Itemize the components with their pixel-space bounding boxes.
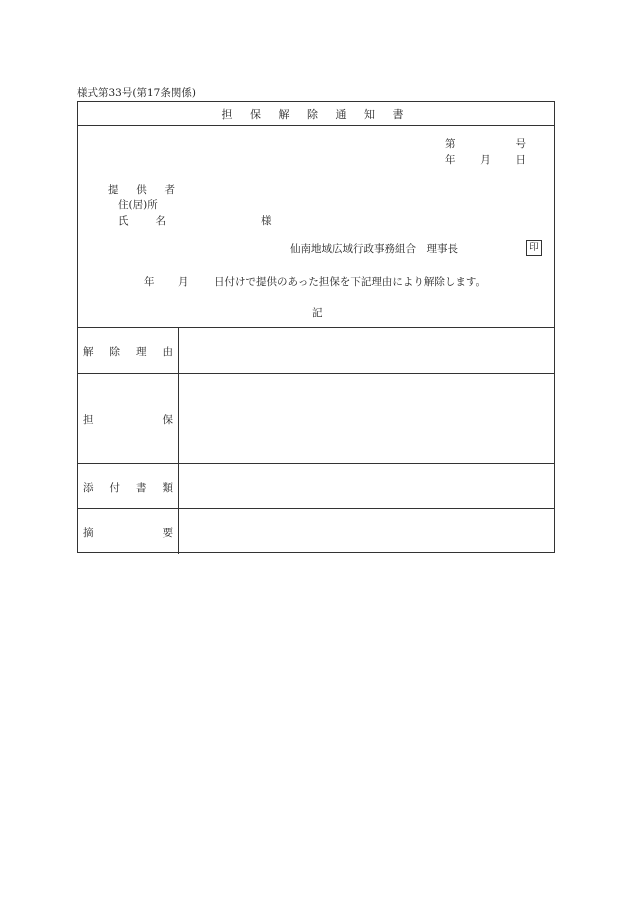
date-year: 年: [445, 154, 456, 166]
row-divider: [78, 463, 554, 464]
document-date: [445, 152, 526, 167]
row-divider: [78, 373, 554, 374]
issuer-name: 仙南地域広域行政事務組合 理事長: [290, 243, 458, 255]
body-text: 日付けで提供のあった担保を下記理由により解除します。: [214, 276, 487, 288]
body-month: 月: [178, 276, 189, 288]
number-suffix: 号: [515, 138, 526, 150]
name-label: 氏 名: [118, 215, 166, 227]
note-label: 記: [312, 307, 323, 319]
form-number: 様式第33号(第17条関係): [77, 87, 196, 99]
address-label: 住(居)所: [118, 199, 158, 211]
row-label-collateral: 担 保: [83, 414, 173, 426]
notice-form: [77, 101, 555, 553]
column-divider: [178, 327, 179, 554]
table-top-border: [78, 327, 554, 328]
row-label-remarks: 摘 要: [83, 527, 173, 539]
honorific: 様: [261, 215, 272, 227]
row-label-release-reason: 解 除 理 由: [83, 346, 173, 358]
title-divider: [78, 125, 554, 126]
row-divider: [78, 508, 554, 509]
document-title: 担 保 解 除 通 知 書: [221, 108, 411, 121]
row-label-attachments: 添 付 書 類: [83, 482, 173, 494]
seal-mark: 印: [526, 240, 542, 256]
date-month: 月: [480, 154, 491, 166]
date-day: 日: [515, 154, 526, 166]
body-year: 年: [144, 276, 155, 288]
number-prefix: 第: [445, 138, 456, 150]
document-number: [445, 136, 526, 151]
provider-label: 提 供 者: [108, 184, 175, 196]
